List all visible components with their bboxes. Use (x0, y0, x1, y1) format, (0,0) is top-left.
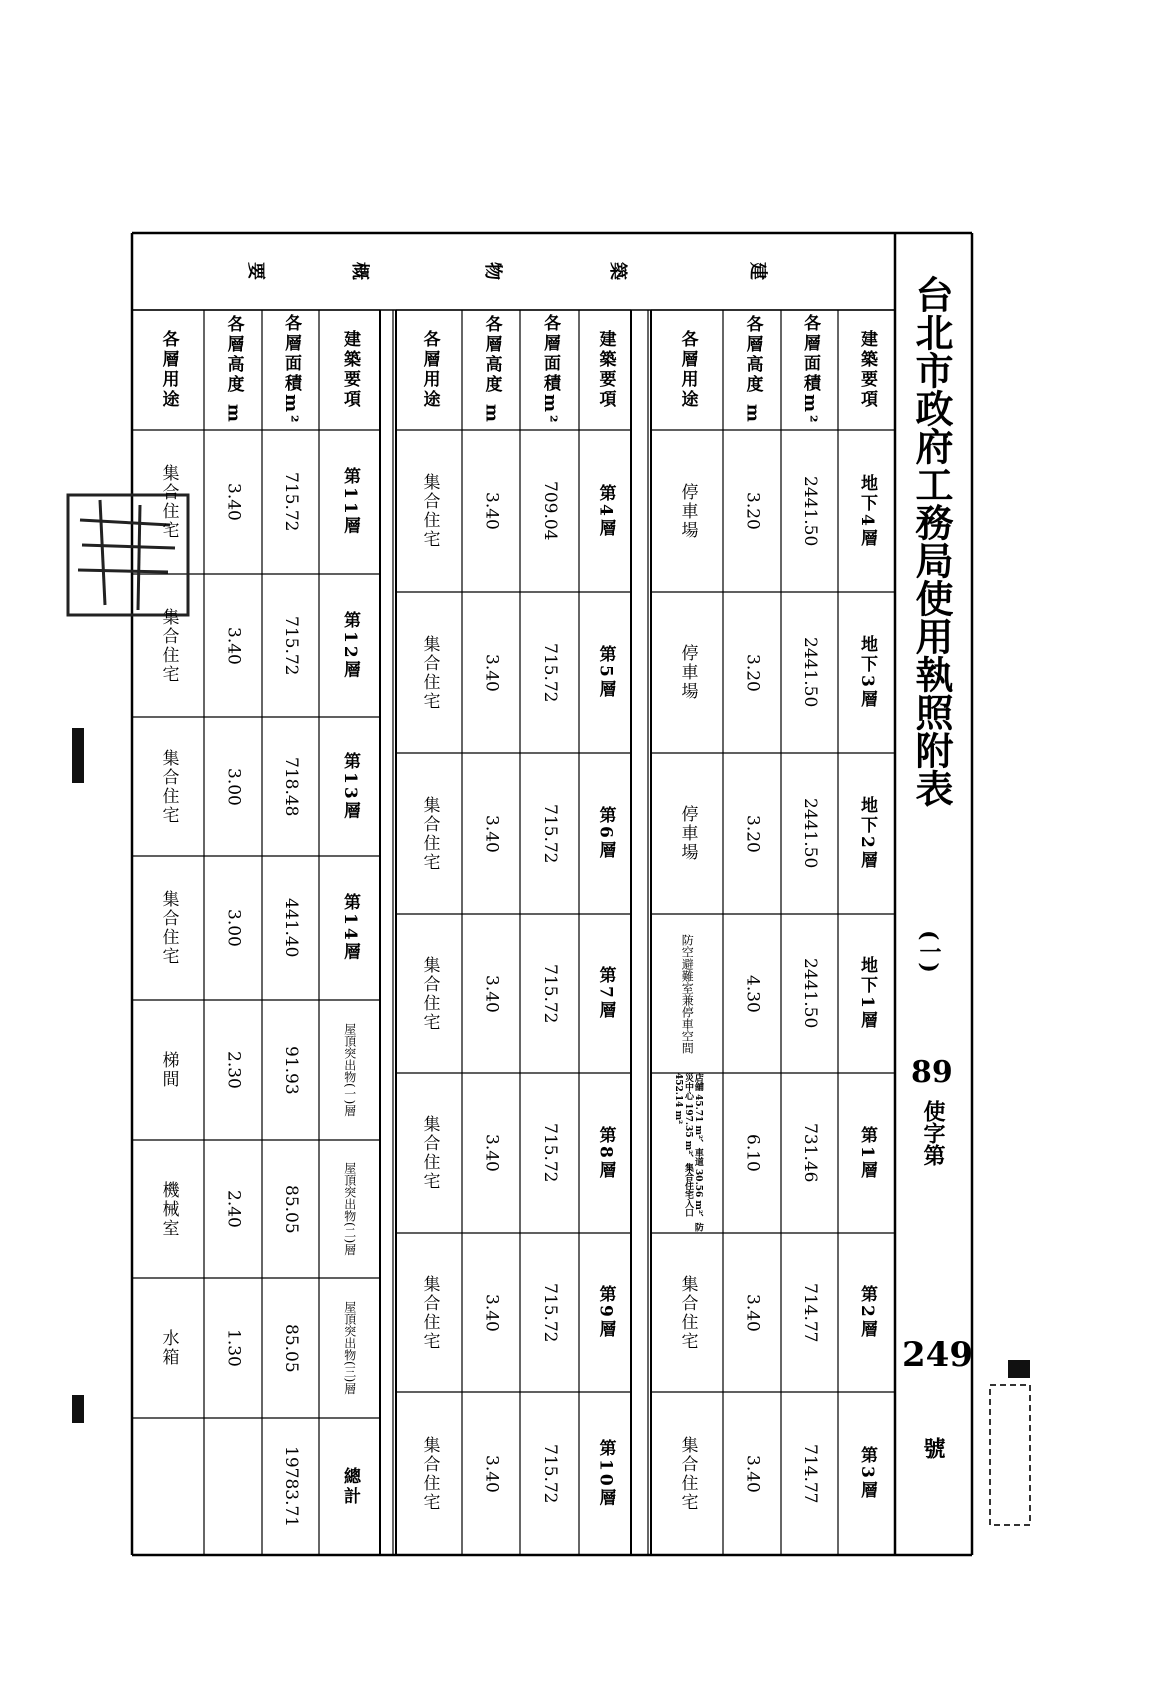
floor-use: 集合住宅 (419, 473, 440, 549)
floor-floor-cell (579, 1073, 631, 1233)
floor-use-cell (651, 914, 723, 1073)
floor-area-cell (262, 1278, 319, 1418)
floor-height-cell (204, 1140, 262, 1278)
floor-height-cell (723, 753, 781, 914)
floor-area: 715.72 (540, 1282, 560, 1343)
floor-area: 19783.71 (281, 1445, 301, 1528)
floor-use-cell (132, 717, 204, 856)
floor-use-cell (651, 1073, 723, 1233)
floor-area: 715.72 (540, 642, 560, 703)
floor-area-cell (520, 430, 579, 592)
floor-area: 2441.50 (800, 958, 820, 1029)
floor-area-cell (520, 1233, 579, 1392)
floor-area: 85.05 (281, 1323, 301, 1373)
floor-floor-cell (579, 914, 631, 1073)
floor-use: 集合住宅 (677, 1435, 698, 1512)
floor-use-cell (651, 753, 723, 914)
floor-height-cell (723, 430, 781, 592)
floor-use: 集合住宅 (419, 1115, 440, 1191)
floor-height-cell (462, 592, 520, 753)
floor-use-cell (396, 914, 462, 1073)
floor-floor-cell (838, 753, 895, 914)
floor-use-cell (132, 856, 204, 1000)
floor-area-cell (520, 1392, 579, 1555)
floor-area-cell (520, 1073, 579, 1233)
floor-area-cell (262, 430, 319, 574)
floor-floor-cell (319, 1418, 380, 1555)
title-suffix: (一) (916, 930, 942, 973)
floor-height-cell (204, 856, 262, 1000)
permit-unit: 號 (920, 1437, 946, 1459)
floor-height-cell (204, 717, 262, 856)
floor-area-cell (781, 1073, 838, 1233)
floor-use: 集合住宅 (158, 464, 179, 540)
row-label-use: 各層用途 (677, 330, 698, 410)
row-label-item-cell (319, 310, 380, 430)
floor-use: 機械室 (158, 1180, 179, 1238)
floor-area: 2441.50 (800, 637, 820, 708)
floor-area: 2441.50 (800, 475, 820, 547)
floor-floor: 地下4層 (857, 473, 877, 549)
floor-area-cell (781, 1392, 838, 1555)
floor-height-cell (462, 914, 520, 1073)
floor-height-cell (462, 753, 520, 914)
floor-use-cell (651, 1233, 723, 1392)
floor-area-cell (262, 856, 319, 1000)
floor-height-cell (204, 1000, 262, 1140)
floor-floor: 第1層 (857, 1125, 877, 1181)
floor-floor-cell (319, 1140, 380, 1278)
floor-height: 3.40 (742, 1293, 763, 1332)
floor-use-cell (132, 1140, 204, 1278)
floor-floor: 第3層 (857, 1446, 877, 1501)
floor-area-cell (262, 574, 319, 717)
floor-use: 停車場 (677, 482, 698, 540)
floor-use: 停車場 (677, 805, 698, 862)
floor-floor: 第2層 (857, 1285, 877, 1340)
floor-floor: 屋頂突出物(二)層 (342, 1162, 357, 1256)
floor-area-cell (520, 914, 579, 1073)
floor-height: 3.40 (481, 1454, 502, 1493)
floor-height: 3.40 (481, 492, 502, 530)
floor-floor: 第12層 (340, 610, 360, 681)
floor-use-cell (396, 592, 462, 753)
floor-floor-cell (319, 1278, 380, 1418)
floor-floor: 第6層 (595, 806, 616, 861)
floor-floor: 地下2層 (857, 796, 877, 871)
floor-height: 3.20 (742, 653, 763, 692)
floor-use: 集合住宅 (677, 1274, 698, 1351)
floor-area: 441.40 (281, 898, 301, 958)
row-label-item: 建築要項 (340, 330, 360, 410)
floor-area: 91.93 (281, 1045, 301, 1095)
floor-area-cell (262, 717, 319, 856)
floor-use: 停車場 (677, 644, 698, 701)
floor-floor: 第10層 (595, 1438, 616, 1509)
floor-use: 集合住宅 (158, 607, 179, 684)
row-label-height-cell (204, 310, 262, 430)
floor-height: 3.40 (742, 1454, 763, 1493)
floor-use: 集合住宅 (158, 890, 179, 966)
permit-number: 249 (902, 1335, 973, 1375)
floor-height-cell (204, 574, 262, 717)
floor-floor-cell (319, 1000, 380, 1140)
floor-use: 集合住宅 (158, 748, 179, 825)
floor-floor-cell (579, 592, 631, 753)
row-label-use: 各層用途 (419, 330, 440, 410)
row-label-height-cell (723, 310, 781, 430)
floor-height-cell (462, 1073, 520, 1233)
floor-height: 3.40 (481, 974, 502, 1013)
row-label-height-cell (462, 310, 520, 430)
floor-area-cell (262, 1140, 319, 1278)
page-title: 台北市政府工務局使用執照附表 (909, 275, 954, 807)
row-label-use: 各層用途 (158, 330, 179, 410)
floor-floor: 第4層 (595, 483, 616, 539)
floor-area-cell (262, 1000, 319, 1140)
floor-floor-cell (579, 753, 631, 914)
floor-height: 3.40 (223, 626, 244, 665)
side-heading-char: 建 (747, 262, 768, 280)
floor-use: 集合住宅 (419, 795, 440, 872)
row-label-height: 各層高度 m (223, 315, 244, 425)
floor-area: 85.05 (281, 1184, 301, 1234)
floor-area: 715.72 (540, 1123, 560, 1183)
floor-height-cell (723, 1233, 781, 1392)
floor-floor-cell (319, 717, 380, 856)
floor-height: 3.40 (481, 653, 502, 692)
floor-floor-cell (319, 574, 380, 717)
floor-floor: 第7層 (595, 966, 616, 1021)
floor-area: 715.72 (281, 472, 301, 532)
floor-floor-cell (838, 592, 895, 753)
floor-height: 1.30 (223, 1329, 244, 1367)
row-label-item: 建築要項 (857, 330, 877, 410)
floor-use: 水箱 (158, 1329, 179, 1367)
row-label-use-cell (651, 310, 723, 430)
floor-floor: 第8層 (595, 1125, 616, 1181)
side-heading-char: 要 (245, 262, 266, 280)
floor-floor-cell (579, 430, 631, 592)
floor-use-cell (396, 1073, 462, 1233)
floor-use-cell (651, 592, 723, 753)
floor-use: 集合住宅 (419, 634, 440, 711)
floor-height: 3.00 (223, 767, 244, 806)
floor-floor-cell (838, 1392, 895, 1555)
floor-area-cell (781, 1233, 838, 1392)
row-label-area-cell (262, 310, 319, 430)
floor-use: 店舖 45.71 m²、車道 30.56 m²、防災中心 197.35 m²、集合住宅入口 452.14 m² (673, 1073, 703, 1232)
floor-floor: 第5層 (595, 645, 616, 700)
floor-floor: 第13層 (340, 751, 360, 822)
floor-area-cell (262, 1418, 319, 1555)
floor-floor: 屋頂突出物(一)層 (342, 1023, 357, 1117)
floor-height-cell (462, 1392, 520, 1555)
floor-floor-cell (838, 430, 895, 592)
floor-floor: 第14層 (340, 893, 360, 963)
row-label-item-cell (838, 310, 895, 430)
row-label-area-cell (781, 310, 838, 430)
floor-floor-cell (319, 856, 380, 1000)
floor-floor: 地下1層 (857, 956, 877, 1031)
floor-height: 3.20 (742, 492, 763, 530)
floor-height: 3.40 (481, 1134, 502, 1172)
floor-height-cell (204, 430, 262, 574)
floor-floor: 屋頂突出物(三)層 (342, 1301, 357, 1395)
floor-floor: 第9層 (595, 1285, 616, 1340)
row-label-area: 各層面積m² (281, 314, 301, 426)
floor-area: 715.72 (540, 1443, 560, 1504)
floor-area-cell (781, 753, 838, 914)
floor-area-cell (781, 430, 838, 592)
side-heading-char: 物 (482, 262, 503, 280)
floor-floor-cell (579, 1392, 631, 1555)
row-label-use-cell (396, 310, 462, 430)
floor-area: 715.72 (281, 615, 301, 676)
floor-height-cell (723, 1392, 781, 1555)
side-stamp (990, 1385, 1030, 1525)
floor-height-cell (723, 914, 781, 1073)
floor-area: 714.77 (800, 1443, 820, 1504)
floor-height: 3.40 (481, 814, 502, 853)
floor-use-cell (651, 1392, 723, 1555)
floor-height: 4.30 (742, 974, 763, 1013)
floor-floor-cell (579, 1233, 631, 1392)
floor-area: 718.48 (281, 756, 301, 817)
floor-height-cell (723, 1073, 781, 1233)
row-label-use-cell (132, 310, 204, 430)
floor-area-cell (781, 914, 838, 1073)
floor-floor-cell (838, 914, 895, 1073)
floor-use-cell (132, 574, 204, 717)
floor-floor: 第11層 (340, 467, 360, 537)
floor-height: 6.10 (742, 1134, 763, 1172)
floor-use-cell (651, 430, 723, 592)
floor-use-cell (132, 1000, 204, 1140)
floor-use-cell (396, 430, 462, 592)
floor-area: 715.72 (540, 803, 560, 864)
row-label-height: 各層高度 m (481, 315, 502, 425)
row-label-height: 各層高度 m (742, 315, 763, 425)
floor-height: 2.40 (223, 1190, 244, 1228)
floor-use-cell (132, 1278, 204, 1418)
floor-use: 梯間 (158, 1051, 179, 1089)
row-label-area-cell (520, 310, 579, 430)
floor-use-cell (396, 753, 462, 914)
floor-height: 3.40 (223, 483, 244, 521)
floor-area: 715.72 (540, 963, 560, 1024)
floor-floor: 總計 (340, 1466, 360, 1507)
floor-floor-cell (838, 1233, 895, 1392)
floor-area: 714.77 (800, 1282, 820, 1343)
floor-area-cell (781, 592, 838, 753)
floor-area: 2441.50 (800, 798, 820, 869)
floor-height: 3.20 (742, 814, 763, 853)
row-label-item: 建築要項 (595, 330, 616, 410)
side-heading-char: 築 (607, 262, 628, 280)
floor-area: 709.04 (540, 481, 560, 541)
floor-height-cell (723, 592, 781, 753)
floor-height-cell (462, 430, 520, 592)
floor-height-cell (204, 1278, 262, 1418)
floor-floor-cell (838, 1073, 895, 1233)
floor-area: 731.46 (800, 1123, 820, 1183)
floor-area-cell (520, 592, 579, 753)
floor-height: 3.00 (223, 909, 244, 947)
floor-floor-cell (319, 430, 380, 574)
side-heading-char: 概 (349, 262, 370, 280)
floor-floor: 地下3層 (857, 635, 877, 710)
floor-use: 防空避難室兼停車空間 (680, 933, 695, 1054)
floor-area-cell (520, 753, 579, 914)
permit-year: 89 (911, 1055, 953, 1090)
floor-height: 3.40 (481, 1293, 502, 1332)
permit-word: 使字第 (920, 1100, 946, 1166)
floor-use-cell (396, 1233, 462, 1392)
floor-height-cell (462, 1233, 520, 1392)
floor-use: 集合住宅 (419, 955, 440, 1032)
floor-use-cell (132, 430, 204, 574)
row-label-area: 各層面積m² (540, 314, 560, 426)
row-label-item-cell (579, 310, 631, 430)
floor-use: 集合住宅 (419, 1435, 440, 1512)
floor-use: 集合住宅 (419, 1274, 440, 1351)
row-label-area: 各層面積m² (800, 314, 820, 426)
floor-height: 2.30 (223, 1051, 244, 1089)
floor-use-cell (396, 1392, 462, 1555)
